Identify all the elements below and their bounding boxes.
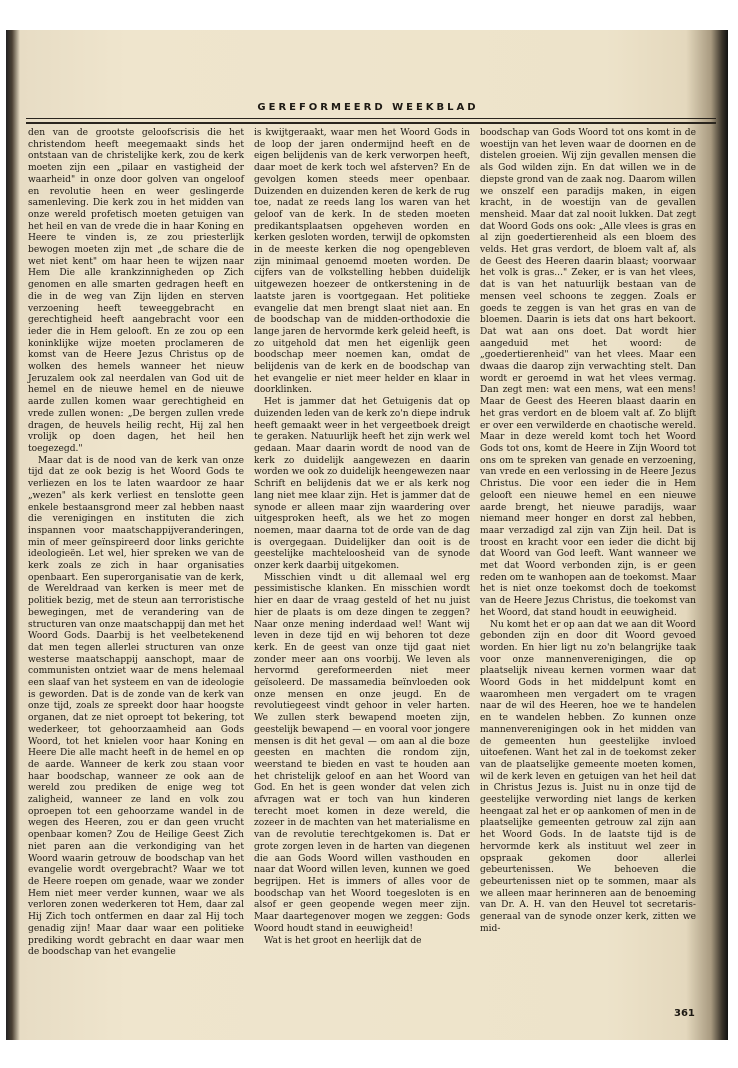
page-number: 361: [674, 1008, 695, 1019]
header-rule-double: [26, 122, 716, 124]
text-column-3: [480, 128, 696, 936]
paragraph: Misschien vindt u dit allemaal wel erg pessimistische klanken. En misschien wordt hier en daar de vraag gesteld of het nu juist hier de plaats is om deze dingen te zeggen? Naar onze mening inderdaad wel! Want wij leven in deze tijd en wij behoren tot deze kerk. En de geest van onze tijd gaat niet zonder meer aan ons voorbij. We leven als hervormd gereformeerden niet meer geïsoleerd. De massamedia beïnvloeden ook onze mensen en onze jeugd. En de revolutiegeest vindt gehoor in veler harten. We zullen sterk bewapend moeten zijn, geestelijk bewapend — en vooral voor jongere mensen is dit het geval — om aan al die boze geesten en machten die rondom zijn, weerstand te bieden en vast te houden aan het christelijk geloof en aan het Woord van God. En het is geen wonder dat velen zich afvragen wat er toch van hun kinderen terecht moet komen in deze wereld, die zozeer in de machten van het materialisme en van de revolutie terechtgekomen is. Dat er grote zorgen leven in de harten van diegenen die aan Gods Woord willen vasthouden en naar dat Woord willen leven, kunnen we goed begrijpen. Het is immers of alles voor de boodschap van het Woord toegesloten is en alsof er geen geopende wegen meer zijn. Maar daartegenover mogen we zeggen: Gods Woord houdt stand in eeuwigheid!: [254, 572, 470, 934]
paragraph: Nu komt het er op aan dat we aan dit Woord gebonden zijn en door dit Woord gevoed worden. En hier ligt nu zo'n belangrijke taak voor onze mannenverenigingen, die op plaatselijk niveau kernen vormen waar dat Woord Gods in het middelpunt komt en waaromheen men vergadert om te vragen naar de wil des Heeren, hoe we te handelen en te wandelen hebben. Zo kunnen onze mannenverenigingen ook in het midden van de gemeenten hun geestelijke invloed uitoefenen. Want het zal in de toekomst zeker van de plaatselijke gemeente moeten komen, wil de kerk leven en getuigen van het heil dat in Christus Jezus is. Juist nu in onze tijd de geestelijke verwording niet langs de kerken heengaat zal het er op aankomen of men in de plaatselijke gemeenten getrouw zal zijn aan het Woord Gods. In de laatste tijd is de hervormde kerk als instituut wel zeer in opspraak gekomen door allerlei gebeurtenissen. We behoeven die gebeurtenissen niet op te sommen, maar als we alleen maar herinneren aan de benoeming van Dr. A. H. van den Heuvel tot secretaris-generaal van de synode onzer kerk, zitten we mid-: [480, 619, 696, 934]
paragraph: Het is jammer dat het Getuigenis dat op duizenden leden van de kerk zo'n diepe indruk heeft gemaakt weer in het vergeetboek dreigt te geraken. Natuurlijk heeft het zijn werk wel gedaan. Maar daarin wordt de nood van de kerk zo duidelijk aangewezen en daarin worden we ook zo duidelijk heengewezen naar Schrift en belijdenis dat we er als kerk nog lang niet mee klaar zijn. Het is jammer dat de synode er alleen maar zijn waardering over uitgesproken heeft, als we het zo mogen noemen, maar daarna tot de orde van de dag is overgegaan. Duidelijker dan ooit is de geestelijke machteloosheid van de synode onzer kerk daarbij uitgekomen.: [254, 397, 470, 572]
magazine-page: [6, 30, 728, 1040]
paragraph: boodschap van Gods Woord tot ons komt in de woestijn van het leven waar de doornen en de distelen groeien. Wij zijn gevallen mensen die als God wilden zijn. En dat willen we in de diepste grond van de zaak nog. Daarom willen we onszelf een paradijs maken, in eigen kracht, in de woestijn van de gevallen mensheid. Maar dat zal nooit lukken. Dat zegt dat Woord Gods ons ook: „Alle vlees is gras en al zijn goedertierenheid als een bloem des velds. Het gras verdort, de bloem valt af, als de Geest des Heeren daarin blaast; voorwaar het volk is gras..." Zeker, er is van het vlees, dat is van het natuurlijk bestaan van de mensen veel schoons te zeggen. Zoals er goeds te zeggen is van het gras en van de bloemen. Daarin is iets dat ons hart bekoort. Dat wat aan ons doet. Dat wordt hier aangeduid met het woord: de „goedertierenheid" van het vlees. Maar een dwaas die daarop zijn verwachting stelt. Dan wordt er geroemd in wat het vlees vermag. Dan zegt men: wat een mens, wat een mens! Maar de Geest des Heeren blaast daarin en het gras verdort en de bloem valt af. Zo blijft er over een verwilderde en chaotische wereld. Maar in deze wereld komt toch het Woord Gods tot ons, komt de Heere in Zijn Woord tot ons om te spreken van genade en verzoening, van vrede en een verlossing in de Heere Jezus Christus. Die voor een ieder die in Hem gelooft een nieuwe hemel en een nieuwe aarde brengt, het nieuwe paradijs, waar niemand meer honger en dorst zal hebben, maar verzadigd zal zijn van Zijn heil. Dat is troost en kracht voor een ieder die dicht bij dat Woord van God leeft. Want wanneer we met dat Woord verbonden zijn, is er geen reden om te wanhopen aan de toekomst. Maar het is niet onze toekomst doch de toekomst van de Heere Jezus Christus, die toekomst van het Woord, dat stand houdt in eeuwigheid.: [480, 128, 696, 618]
paragraph: Wat is het groot en heerlijk dat de: [264, 935, 422, 946]
paragraph: den van de grootste geloofscrisis die het christendom heeft meegemaakt sinds het ontstaan van de christelijke kerk, zou de kerk moeten zijn een „pilaar en vastigheid der waarheid" in onze door golven van ongeloof en revolutie heen en weer geslingerde samenleving. Die kerk zou in het midden van onze wereld profetisch moeten getuigen van het heil en van de vrede die in haar Koning en Heere te vinden is, ze zou priesterlijk bewogen moeten zijn met „de schare die de wet niet kent" om haar heen te wijzen naar Hem Die alle krankzinnigheden op Zich genomen en alle smarten gedragen heeft en die in de weg van Zijn lijden en sterven verzoening heeft teweeggebracht en gerechtigheid heeft aangebracht voor een ieder die in Hem gelooft. En ze zou op een koninklijke wijze moeten proclameren de komst van de Heere Jezus Christus op de wolken des hemels wanneer het nieuw Jeruzalem ook zal neerdalen van God uit de hemel en de nieuwe hemel en de nieuwe aarde zullen komen waar gerechtigheid en vrede zullen wonen: „De bergen zullen vrede dragen, de heuvels heilig recht, Hij zal hen vrolijk op doen dagen, het heil hen toegezegd.": [28, 128, 244, 454]
running-header: GEREFORMEERD WEEKBLAD: [257, 102, 479, 113]
paragraph: Maar dat is de nood van de kerk van onze tijd dat ze ook bezig is het Woord Gods te verliezen en los te laten waardoor ze haar „wezen" als kerk verliest en tenslotte geen enkele bestaansgrond meer zal hebben naast die verenigingen en instituten die zich inspannen voor maatschappijveranderingen, min of meer geïnspireerd door links gerichte ideologieën. Let wel, hier spreken we van de kerk zoals ze zich in haar organisaties openbaart. Een superorganisatie van de kerk, de Wereldraad van kerken is meer met de politiek bezig, met de steun aan terroristische bewegingen, met de verandering van de structuren van onze maatschappij dan met het Woord Gods. Daarbij is het veelbetekenend dat men tegen allerlei structuren van onze westerse maatschappij aanschopt, maar de communisten ontziet waar de mens helemaal een slaaf van het systeem en van de ideologie is geworden. Dat is de zonde van de kerk van onze tijd, zoals ze spreekt door haar hoogste organen, dat ze niet oproept tot bekering, tot wederkeer, tot gehoorzaamheid aan Gods Woord, tot het knielen voor haar Koning en Heere Die alle macht heeft in de hemel en op de aarde. Wanneer de kerk zou staan voor haar boodschap, wanneer ze ook aan de wereld zou prediken de enige weg tot zaligheid, wanneer ze land en volk zou oproepen tot een gehoorzame wandel in de wegen des Heeren, zou er dan geen vrucht openbaar komen? Zou de Heilige Geest Zich niet paren aan die verkondiging van het Woord waarin getrouw de boodschap van het evangelie wordt overgebracht? Waar we tot de Heere roepen om genade, waar we zonder Hem niet meer verder kunnen, waar we als verloren zonen wederkeren tot Hem, daar zal Hij Zich toch ontfermen en daar zal Hij toch genadig zijn! Maar daar waar een politieke prediking wordt gebracht en daar waar men de boodschap van het evangelie: [28, 455, 244, 958]
header-rule: [26, 118, 716, 119]
text-column-2: [254, 128, 470, 947]
text-column-1: [28, 128, 244, 959]
paragraph: is kwijtgeraakt, waar men het Woord Gods in de loop der jaren ondermijnd heeft en de eigen belijdenis van de kerk verworpen heeft, daar moet de kerk toch wel afsterven? En de gevolgen komen steeds meer openbaar. Duizenden en duizenden keren de kerk de rug toe, nadat ze reeds lang los waren van het geloof van de kerk. In de steden moeten predikantsplaatsen opgeheven worden en kerken gesloten worden, terwijl de opkomsten in de meeste kerken die nog opengebleven zijn minimaal genoemd moeten worden. De cijfers van de volkstelling hebben duidelijk uitgewezen hoezeer de ontkerstening in de laatste jaren is voortgegaan. Het politieke evangelie dat men brengt slaat niet aan. En de boodschap van de midden-orthodoxie die lange jaren de hervormde kerk geleid heeft, is zo uitgehold dat men het eigenlijk geen boodschap meer noemen kan, omdat de belijdenis van de kerk en de boodschap van het evangelie er niet meer helder en klaar in doorklinken.: [254, 128, 470, 396]
